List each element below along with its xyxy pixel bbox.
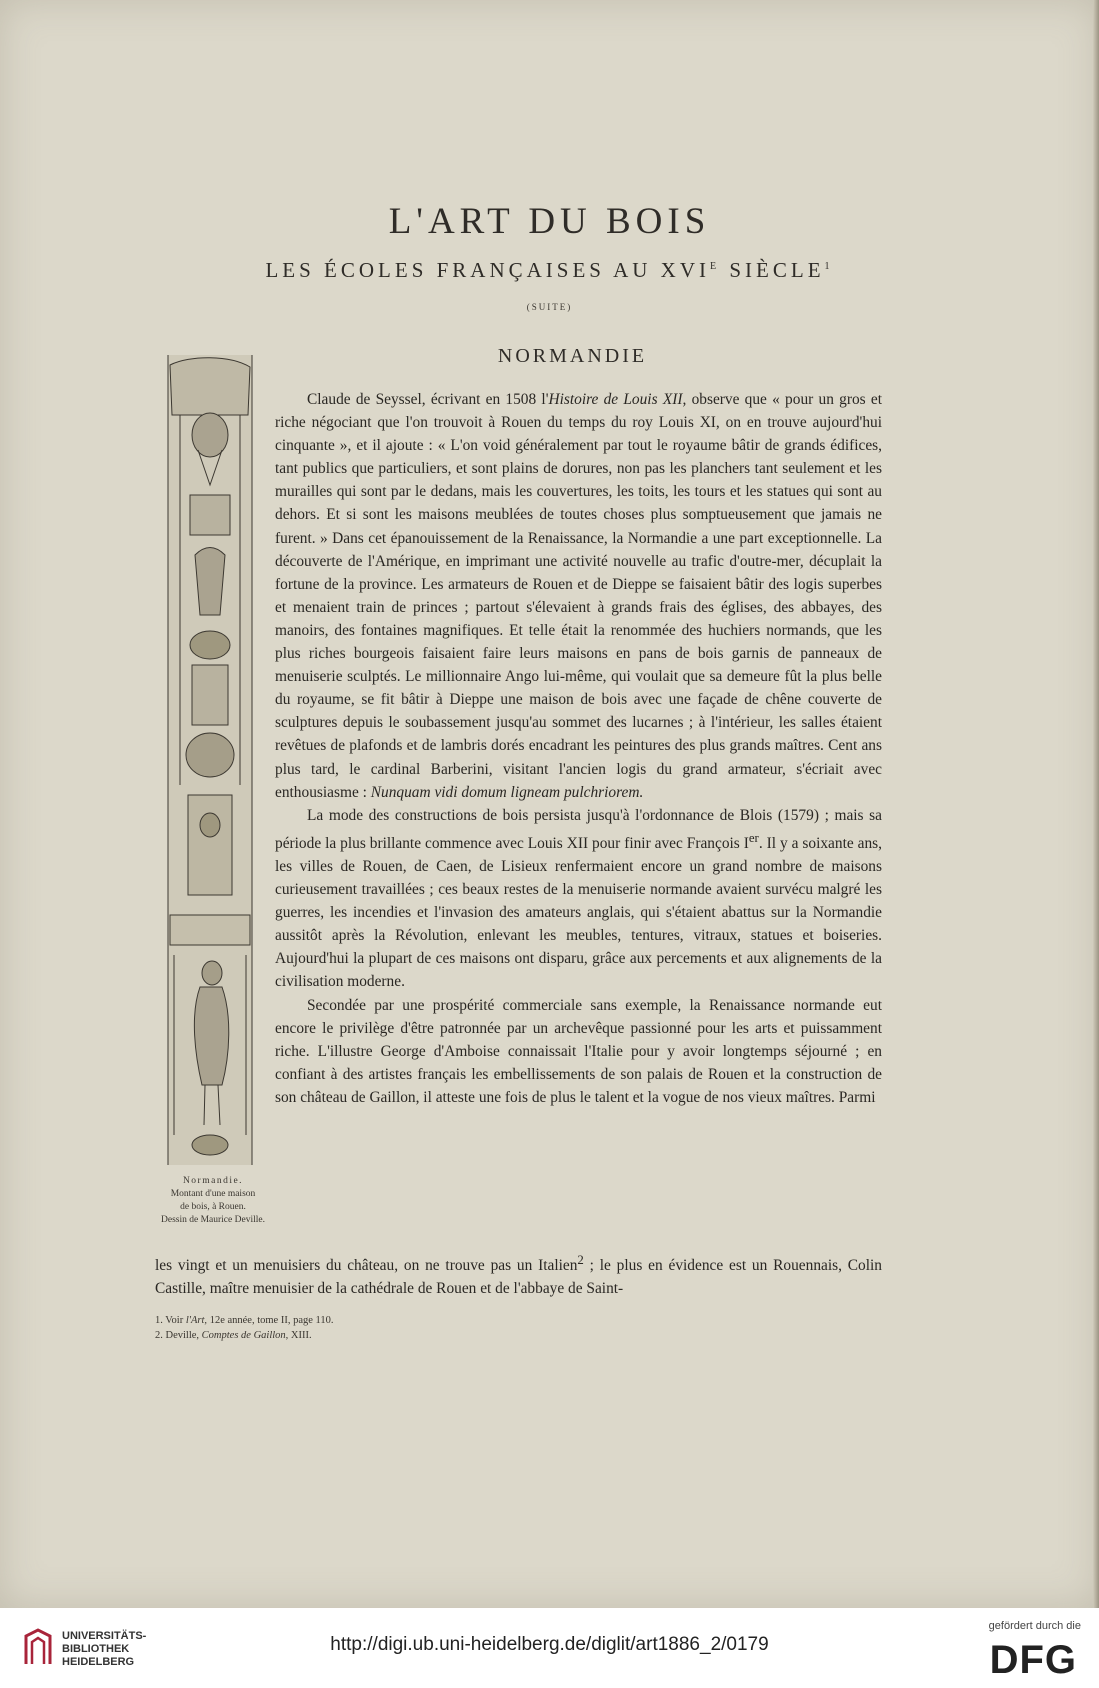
paragraph-1 (275, 388, 882, 804)
permalink-url[interactable]: http://digi.ub.uni-heidelberg.de/diglit/art1886_2/0179 (330, 1634, 769, 1655)
dfg-logo[interactable]: DFG (989, 1638, 1077, 1682)
book-title: Histoire de Louis XII, (548, 391, 687, 408)
text-run: La mode des constructions de bois persista jusqu'à l'ordonnance de Blois (1579) ; mais sa période la plus brillante commence avec Louis XII pour finir avec François I (275, 806, 882, 852)
caption-line: de bois, à Rouen. (180, 1202, 246, 1212)
text-run: ; le plus en évidence est un Rouennais, Colin Castille, maître menuisier de la cathédrale de Rouen et de l'abbaye de Saint- (155, 1257, 882, 1298)
library-name-line: BIBLIOTHEK (62, 1643, 130, 1655)
carved-post-illustration (160, 355, 260, 1165)
paragraph-3 (275, 994, 882, 1109)
text-run: 2. Deville, (155, 1330, 202, 1341)
page-title: L'ART DU BOIS (388, 201, 711, 242)
footnote-2 (155, 1328, 755, 1343)
viewer-footer (0, 1608, 1099, 1688)
text-run: les vingt et un menuisiers du château, on ne trouve pas un Italien (155, 1257, 578, 1275)
subtitle-superscript: E (710, 261, 721, 272)
latin-quote: Nunquam vidi domum ligneam pulchriorem. (370, 783, 644, 801)
library-name-line: UNIVERSITÄTS- (62, 1630, 147, 1642)
superscript: er (748, 830, 759, 845)
text-run: 1. Voir (155, 1315, 186, 1326)
text-run: Claude de Seyssel, écrivant en 1508 l' (307, 391, 549, 408)
caption-line: Montant d'une maison (170, 1189, 256, 1199)
text-run: . Il y a soixante ans, les villes de Rouen, de Caen, de Lisieux renfermaient encore un grand nombre de maisons curieusement travaillées ; ces beaux restes de la menuiserie normande avaient survécu malgré les guerres, les incendies et l'invasion des amateurs anglais, qui s'étaient abattus sur la Normandie aussitôt après la Révolution, enlevant les meubles, tentures, vitraux, statues et boiseries. Aujourd'hui la plupart de ces maisons ont disparu, grâce aux percements et aux alignements de la civilisation moderne. (275, 834, 882, 991)
page-subtitle (0, 258, 1099, 283)
suite-label: (SUITE) (526, 302, 573, 312)
text-run: Comptes de Gaillon, (201, 1330, 289, 1341)
subtitle-end: SIÈCLE (720, 258, 825, 282)
paragraph-2 (275, 804, 882, 994)
article-body-fullwidth (155, 1249, 882, 1300)
caption-credit: Dessin de Maurice Deville. (161, 1215, 265, 1225)
text-run: 12e année, tome II, page 110. (207, 1315, 334, 1326)
footnotes (155, 1313, 755, 1343)
subtitle-footnote-ref: 1 (824, 261, 834, 272)
section-heading: NORMANDIE (497, 345, 648, 367)
text-run: l'Art, (185, 1315, 208, 1326)
footnote-1 (155, 1313, 755, 1328)
footnote-ref: 2 (577, 1253, 584, 1267)
article-body (275, 388, 882, 1109)
subtitle-main: LES ÉCOLES FRANÇAISES AU XVI (265, 258, 710, 282)
funded-by-label: gefördert durch die (988, 1620, 1081, 1632)
caption-title: Normandie. (182, 1176, 244, 1186)
text-run: Secondée par une prospérité commerciale sans exemple, la Renaissance normande eut encore le privilège d'être patronnée par un archevêque passionné pour les arts et puissamment riche. L'illustre George d'Amboise connaissait l'Italie pour y avoir longtemps séjourné ; en confiant à des artistes français les embellissements de son palais de Rouen et la construction de son château de Gaillon, il atteste une fois de plus le talent et la vogue de nos vieux maîtres. Parmi (275, 996, 882, 1106)
figure-caption (152, 1175, 274, 1227)
paragraph-3-continued (155, 1249, 882, 1300)
text-run: XIII. (288, 1330, 312, 1341)
text-run: observe que « pour un gros et riche négociant que l'on trouvoit à Rouen du temps du roy Louis XI, on en trouve aujourd'hui cinquante », et il ajoute : « L'on void généralement par tout le royaume bâtir de grands édifices, tant publics que particuliers, et sont plains de dorures, non pas les planchers tant seulement et les murailles qui sont par le dedans, mais les couvertures, les toits, les tours et les statues qui sont au dehors. Et si sont les maisons meublées de toutes choses plus somptueusement que jamais ne furent. » Dans cet épanouissement de la Renaissance, la Normandie a une part exceptionnelle. La découverte de l'Amérique, en imprimant une activité nouvelle au trafic d'outre-mer, décuplait la fortune de la province. Les armateurs de Rouen et de Dieppe se faisaient bâtir des logis superbes et menaient train de princes ; partout s'élevaient à grands frais des églises, des abbayes, des manoirs, des fontaines magnifiques. Et telle était la renommée des huchiers normands, que les plus riches bourgeois faisaient faire leurs maisons en pans de bois garnis de panneaux de menuiserie sculptés. Le millionnaire Ango lui-même, qui voulait que sa demeure fût la plus belle du royaume, se fit bâtir à Dieppe une maison de bois avec une façade de chêne couverte de sculptures depuis le soubassement jusqu'au sommet des lucarnes ; à l'intérieur, les salles étaient revêtues de plafonds et de lambris dorés encadrant les peintures des plus grands maîtres. Cent ans plus tard, le cardinal Barberini, visitant l'ancien logis du grand armateur, s'écriait avec enthousiasme : (275, 391, 882, 801)
library-name-line: HEIDELBERG (62, 1656, 135, 1668)
